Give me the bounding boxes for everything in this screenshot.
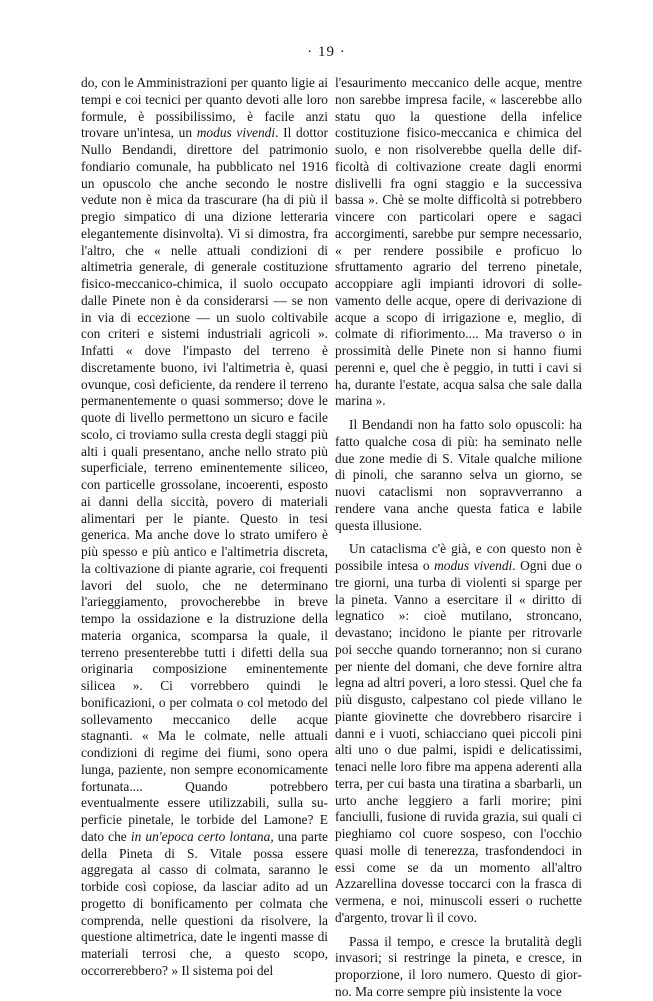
- text-run: , una parte della Pineta di S. Vitale possa essere aggregata al casso di colmata, saranno le torbide così copiose, da lasciar adito ad un progetto di bonificamento per colmata che comprenda, nelle questioni da risolvere, la questione altimetrica, date le ingenti masse di materiali terrosi che, a questo scopo, occorrerebbero? » Il sistema poi del: [81, 828, 328, 978]
- italic-text: in un'epoca certo lontana: [130, 828, 271, 844]
- italic-text: modus vivendi: [196, 125, 276, 141]
- right-column: [335, 75, 582, 1001]
- text-run: Un cataclisma c'è già, e con questo non è possibile intesa o: [335, 541, 582, 573]
- paragraph: [335, 541, 582, 926]
- text-run: do, con le Amministrazioni per quanto ligie ai tempi e coi tecnici per quanto devoti alle loro formule, è possibilissimo, è facile anzi trovare un'intesa, un: [81, 75, 328, 141]
- paragraph: [335, 75, 582, 410]
- text-run: l'esaurimento meccanico delle acque, mentre non sarebbe impresa facile, « lascerebbe allo statu quo la questione della infelice costituzione fisico-meccanica e chimica del suolo, e non risolverebbe quella delle difficoltà di coltivazione create dagli enormi dislivelli fra ogni staggio e la successiva bassa ». Chè se molte difficoltà si potrebbero vincere con particolari opere e sagaci accorgimenti, sarebbe pur sempre necessario, « per rendere possibile e proficuo lo sfruttamento agrario del terreno pinetale, accoppiare agli impianti idrovori di sollevamento delle acque, opere di derivazione di acque a scopo di irrigazione e, meglio, di colmate di rifiorimento.... Ma traverso o in prossimità delle Pinete non si hanno fiumi perenni e, quel che è peggio, in tutti i cavi si ha, durante l'estate, acqua salsa che sale dalla marina ».: [335, 75, 582, 409]
- paragraph: [81, 75, 328, 980]
- text-run: . Il dottor Nullo Bendandi, direttore del patrimonio fondiario comunale, ha pubblicato nel 1916 un opuscolo che anche secondo le nostre vedute non è mica da trascurare (ha di più il pregio simpatico di una dizione letteraria elegantemente disinvolta). Vi si dimostra, fra l'altro, che « nelle attuali condizioni di altimetria generale, di generale costituzione fisico-meccanico-chimica, il suolo occupato dalle Pinete non è da considerarsi — se non in via di eccezione — un suolo coltivabile con criteri e sistemi industriali agricoli ». Infatti « dove l'impasto del terreno è discretamente buono, ivi l'altimetria è, quasi ovunque, così deficiente, da rendere il terreno permanentemente o quasi sommerso; dove le quote di livello permettono un sicuro e facile scolo, ci troviamo sulla cresta degli staggi più alti i quali presentano, anche nello strato più superficiale, terreno eminentemente siliceo, con particelle grossolane, incoerenti, esposto ai danni della siccità, povero di materiali alimentari per le piante. Questo in tesi generica. Ma anche dove lo strato umifero è più spesso e più antico e l'altimetria discreta, la coltivazione di piante agrarie, coi frequenti lavori del suolo, che ne determinano l'arieggiamento, provocherebbe in breve tempo la ossidazione e la distruzione della materia organica, scomparsa la quale, il terreno presenterebbe tutti i difetti della sua originaria composizione eminentemente silicea ». Ci vorrebbero quindi le bonificazioni, o per colmata o col metodo del sollevamento meccanico delle acque stagnanti. « Ma le colmate, nelle attuali condizioni di regime dei fiumi, sono opera lunga, paziente, non sempre economicamente fortunata.... Quando potrebbero eventualmente essere utilizzabili, sulla superficie pinetale, le torbide del Lamone? E dato che: [81, 125, 328, 844]
- text-run: . Ogni due o tre giorni, una turba di violenti si sparge per la pineta. Vanno a esercitare il « diritto di legnatico »: cioè mutilano, stroncano, devastano; incidono le piante per ritrovarle poi secche quando torneranno; non si curano per niente del domani, che deve fornire altra legna ad altri poveri, a loro stessi. Quel che fa più disgusto, calpestano col piede villano le piante giovinette che dovrebbero risarcire i danni e i vuoti, schiacciano quei piccoli pini alti uno o due palmi, ispidi e delicatissimi, tenaci nelle loro fibre ma appena aderenti alla terra, per cui basta una tiratina a sbarbarli, un urto anche leggiero a farli morire; pini fanciulli, fusione di ruvida grazia, sui quali ci pieghiamo col cuore sospeso, con l'occhio quasi molle di tenerezza, trasfondendoci in essi come se da un momento all'altro Azzarellina dovesse toccarci con la frasca di vermena, e noi, minuscoli esseri o ruchette d'argento, trovar lì il covo.: [335, 558, 582, 925]
- paragraph: [335, 417, 582, 534]
- left-column: [81, 75, 328, 980]
- page-number: · 19 ·: [307, 44, 346, 60]
- text-run: Il Bendandi non ha fatto solo opuscoli: ha fatto qualche cosa di più: ha seminato nelle due zone medie di S. Vitale qualche milione di pinoli, che saranno selva un giorno, se nuovi cataclismi non sopravverranno a rendere vana anche questa fatica e labile questa illusione.: [335, 417, 582, 533]
- text-run: Passa il tempo, e cresce la brutalità degli invasori; si restringe la pineta, e cresce, in proporzione, il loro numero. Questo di giorno. Ma corre sempre più insistente la voce: [335, 933, 582, 999]
- paragraph: [335, 934, 582, 1001]
- italic-text: modus vivendi: [434, 558, 513, 573]
